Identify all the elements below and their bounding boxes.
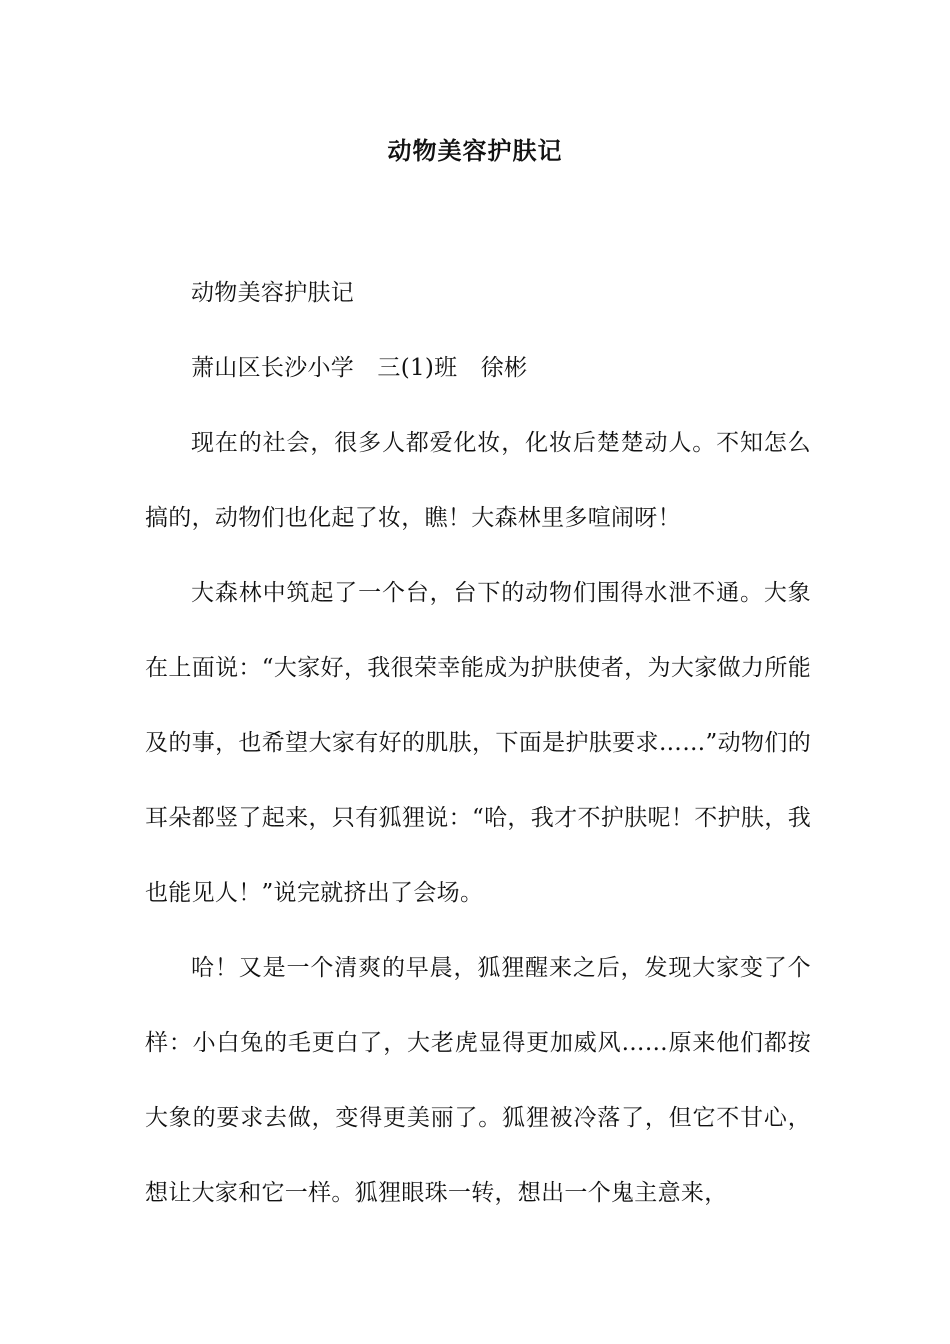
paragraph: 现在的社会，很多人都爱化妆，化妆后楚楚动人。不知怎么搞的，动物们也化起了妆，瞧！大森林里多喧闹呀！ — [145, 430, 811, 531]
paragraph-author: 萧山区长沙小学 三(1)班 徐彬 — [191, 355, 528, 381]
paragraph: 大森林中筑起了一个台，台下的动物们围得水泄不通。大象在上面说：“大家好，我很荣幸能成为护肤使者，为大家做力所能及的事，也希望大家有好的肌肤，下面是护肤要求……”动物们的耳朵都竖了起来，只有狐狸说：“哈，我才不护肤呢！不护肤，我也能见人！”说完就挤出了会场。 — [145, 580, 811, 906]
document-title: 动物美容护肤记 — [387, 137, 563, 165]
paragraph: 哈！又是一个清爽的早晨，狐狸醒来之后，发现大家变了个样：小白兔的毛更白了，大老虎显得更加威风……原来他们都按大象的要求去做，变得更美丽了。狐狸被冷落了，但它不甘心，想让大家和它一样。狐狸眼珠一转，想出一个鬼主意来， — [145, 955, 811, 1206]
document-body — [145, 256, 811, 1231]
paragraph-heading: 动物美容护肤记 — [191, 280, 355, 306]
